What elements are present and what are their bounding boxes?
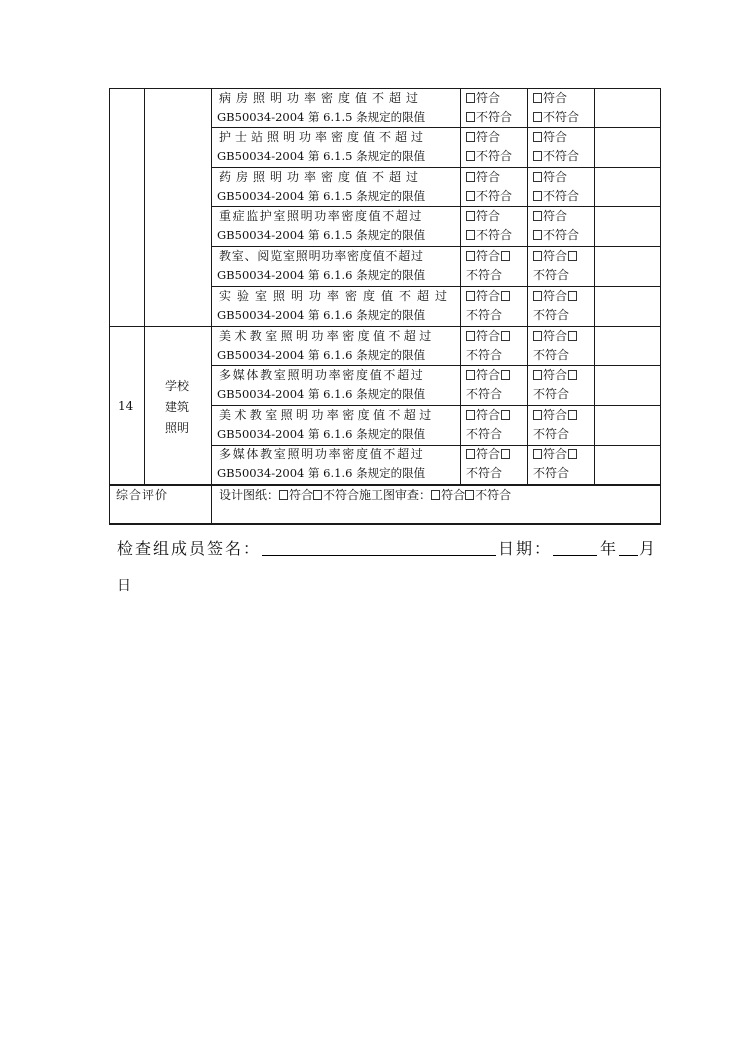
signature-field[interactable] <box>262 555 496 556</box>
construction-fail-label[interactable]: 不符合 <box>533 268 570 282</box>
design-fail-label[interactable]: 不符合 <box>466 427 503 441</box>
checkbox-icon <box>568 410 577 420</box>
section-category-line: 照明 <box>164 421 189 435</box>
requirement-text: 重症监护室照明功率密度值不超过 <box>219 209 424 223</box>
checkbox-icon <box>466 410 475 420</box>
design-pass-checkbox[interactable]: 符合 <box>466 209 500 223</box>
checkbox-icon <box>466 449 475 459</box>
construction-pass-checkbox[interactable]: 符合 <box>533 447 578 461</box>
checkbox-icon <box>533 151 542 161</box>
construction-fail-label[interactable]: 不符合 <box>533 308 570 322</box>
design-pass-checkbox[interactable]: 符合 <box>466 170 500 184</box>
table-row-divider <box>211 127 661 128</box>
requirement-text: 药房照明功率密度值不超过 <box>219 170 424 184</box>
requirement-standard: GB50034-2004 第 6.1.6 条规定的限值 <box>217 427 426 441</box>
table-border-bottom <box>109 523 661 525</box>
checkbox-icon <box>501 449 510 459</box>
design-pass-checkbox[interactable]: 符合 <box>466 408 511 422</box>
requirement-text: 病房照明功率密度值不超过 <box>219 91 424 105</box>
requirement-standard: GB50034-2004 第 6.1.5 条规定的限值 <box>217 149 426 163</box>
design-fail-label[interactable]: 不符合 <box>466 308 503 322</box>
month-label: 月 <box>639 539 658 558</box>
construction-fail-checkbox[interactable]: 不符合 <box>533 149 579 163</box>
checkbox-icon <box>466 132 475 142</box>
checkbox-icon <box>466 331 475 341</box>
design-pass-checkbox[interactable]: 符合 <box>466 447 511 461</box>
checkbox-icon <box>501 370 510 380</box>
requirement-text: 护士站照明功率密度值不超过 <box>219 130 428 144</box>
checkbox-icon <box>533 230 542 240</box>
checkbox-icon <box>533 410 542 420</box>
summary-label: 综合评价 <box>116 488 169 502</box>
checkbox-icon <box>533 172 542 182</box>
checkbox-icon <box>533 112 542 122</box>
checkbox-icon <box>466 172 475 182</box>
section-category-line: 建筑 <box>164 400 189 414</box>
checkbox-icon <box>501 331 510 341</box>
table-row-divider <box>211 246 661 247</box>
construction-fail-checkbox[interactable]: 不符合 <box>533 228 579 242</box>
checkbox-icon <box>533 93 542 103</box>
construction-pass-checkbox[interactable]: 符合 <box>533 408 578 422</box>
construction-fail-checkbox[interactable]: 不符合 <box>533 189 579 203</box>
checkbox-icon <box>568 291 577 301</box>
table-row-divider <box>211 206 661 207</box>
requirement-standard: GB50034-2004 第 6.1.6 条规定的限值 <box>217 308 426 322</box>
design-pass-checkbox[interactable]: 符合 <box>466 329 511 343</box>
design-fail-checkbox[interactable]: 不符合 <box>466 189 512 203</box>
checkbox-icon <box>466 151 475 161</box>
construction-pass-checkbox[interactable]: 符合 <box>533 289 578 303</box>
requirement-standard: GB50034-2004 第 6.1.6 条规定的限值 <box>217 348 426 362</box>
requirement-text: 教室、阅览室照明功率密度值不超过 <box>219 249 424 263</box>
construction-pass-checkbox[interactable]: 符合 <box>533 130 567 144</box>
section-category <box>157 376 197 439</box>
construction-pass-checkbox[interactable]: 符合 <box>533 249 578 263</box>
table-section-divider <box>109 326 661 327</box>
construction-pass-checkbox[interactable]: 符合 <box>533 209 567 223</box>
table-summary-divider <box>109 484 661 486</box>
checkbox-icon <box>501 291 510 301</box>
design-pass-checkbox[interactable]: 符合 <box>466 249 511 263</box>
table-col-divider <box>144 88 145 485</box>
table-col-divider <box>211 88 212 524</box>
requirement-standard: GB50034-2004 第 6.1.5 条规定的限值 <box>217 110 426 124</box>
checkbox-icon <box>466 230 475 240</box>
requirement-standard: GB50034-2004 第 6.1.6 条规定的限值 <box>217 268 426 282</box>
construction-fail-label[interactable]: 不符合 <box>533 348 570 362</box>
design-fail-label[interactable]: 不符合 <box>466 348 503 362</box>
construction-pass-checkbox[interactable]: 符合 <box>533 170 567 184</box>
checkbox-icon <box>466 291 475 301</box>
summary-construct-pass-checkbox[interactable] <box>431 490 440 500</box>
design-fail-label[interactable]: 不符合 <box>466 466 503 480</box>
design-pass-checkbox[interactable]: 符合 <box>466 91 500 105</box>
table-border-top <box>109 88 661 89</box>
requirement-text: 多媒体教室照明功率密度值不超过 <box>219 447 425 461</box>
summary-construct-fail-checkbox[interactable] <box>465 490 474 500</box>
construction-pass-checkbox[interactable]: 符合 <box>533 91 567 105</box>
design-pass-checkbox[interactable]: 符合 <box>466 130 500 144</box>
table-border-left <box>109 88 110 524</box>
checkbox-icon <box>466 93 475 103</box>
construction-fail-label[interactable]: 不符合 <box>533 466 570 480</box>
design-fail-label[interactable]: 不符合 <box>466 387 503 401</box>
construction-fail-label[interactable]: 不符合 <box>533 387 570 401</box>
checkbox-icon <box>533 370 542 380</box>
design-fail-checkbox[interactable]: 不符合 <box>466 110 512 124</box>
checkbox-icon <box>568 251 577 261</box>
requirement-text: 实验室照明功率密度值不超过 <box>219 289 454 303</box>
design-pass-checkbox[interactable]: 符合 <box>466 368 511 382</box>
design-fail-checkbox[interactable]: 不符合 <box>466 149 512 163</box>
checkbox-icon <box>466 191 475 201</box>
requirement-standard: GB50034-2004 第 6.1.6 条规定的限值 <box>217 466 426 480</box>
construction-fail-label[interactable]: 不符合 <box>533 427 570 441</box>
summary-construct-label: 施工图审查： <box>359 488 432 502</box>
table-row-divider <box>211 405 661 406</box>
requirement-text: 多媒体教室照明功率密度值不超过 <box>219 368 425 382</box>
checkbox-icon <box>568 331 577 341</box>
construction-fail-checkbox[interactable]: 不符合 <box>533 110 579 124</box>
section-number: 14 <box>118 399 134 413</box>
date-month-field[interactable] <box>619 555 638 556</box>
checkbox-icon <box>533 331 542 341</box>
summary-design-pass-checkbox[interactable] <box>279 490 288 500</box>
checkbox-icon <box>533 251 542 261</box>
requirement-text: 美术教室照明功率密度值不超过 <box>219 329 435 343</box>
checkbox-icon <box>533 132 542 142</box>
requirement-standard: GB50034-2004 第 6.1.6 条规定的限值 <box>217 387 426 401</box>
design-fail-label[interactable]: 不符合 <box>466 268 503 282</box>
table-border-right <box>660 88 661 524</box>
table-row-divider <box>211 286 661 287</box>
checkbox-icon <box>533 291 542 301</box>
section-category-line: 学校 <box>164 379 189 393</box>
checkbox-icon <box>533 191 542 201</box>
signature-label: 检查组成员签名： <box>117 539 262 558</box>
table-row-divider <box>211 445 661 446</box>
date-year-field[interactable] <box>553 555 597 556</box>
year-label: 年 <box>600 539 619 558</box>
checkbox-icon <box>568 370 577 380</box>
design-pass-checkbox[interactable]: 符合 <box>466 289 511 303</box>
design-fail-checkbox[interactable]: 不符合 <box>466 228 512 242</box>
checkbox-icon <box>568 449 577 459</box>
summary-options: 设计图纸： 符合 不符合施工图审查： 符合 不符合 <box>219 488 512 502</box>
checkbox-icon <box>466 112 475 122</box>
table-row-divider <box>211 167 661 168</box>
construction-pass-checkbox[interactable]: 符合 <box>533 368 578 382</box>
requirement-standard: GB50034-2004 第 6.1.5 条规定的限值 <box>217 228 426 242</box>
construction-pass-checkbox[interactable]: 符合 <box>533 329 578 343</box>
date-label: 日期： <box>498 539 553 558</box>
summary-design-fail-checkbox[interactable] <box>313 490 322 500</box>
checkbox-icon <box>466 251 475 261</box>
checkbox-icon <box>466 211 475 221</box>
checkbox-icon <box>533 449 542 459</box>
checkbox-icon <box>501 251 510 261</box>
requirement-standard: GB50034-2004 第 6.1.5 条规定的限值 <box>217 189 426 203</box>
summary-design-label: 设计图纸： <box>219 488 280 502</box>
checkbox-icon <box>533 211 542 221</box>
checkbox-icon <box>501 410 510 420</box>
checkbox-icon <box>466 370 475 380</box>
day-label: 日 <box>117 578 133 594</box>
table-row-divider <box>211 365 661 366</box>
requirement-text: 美术教室照明功率密度值不超过 <box>219 408 435 422</box>
